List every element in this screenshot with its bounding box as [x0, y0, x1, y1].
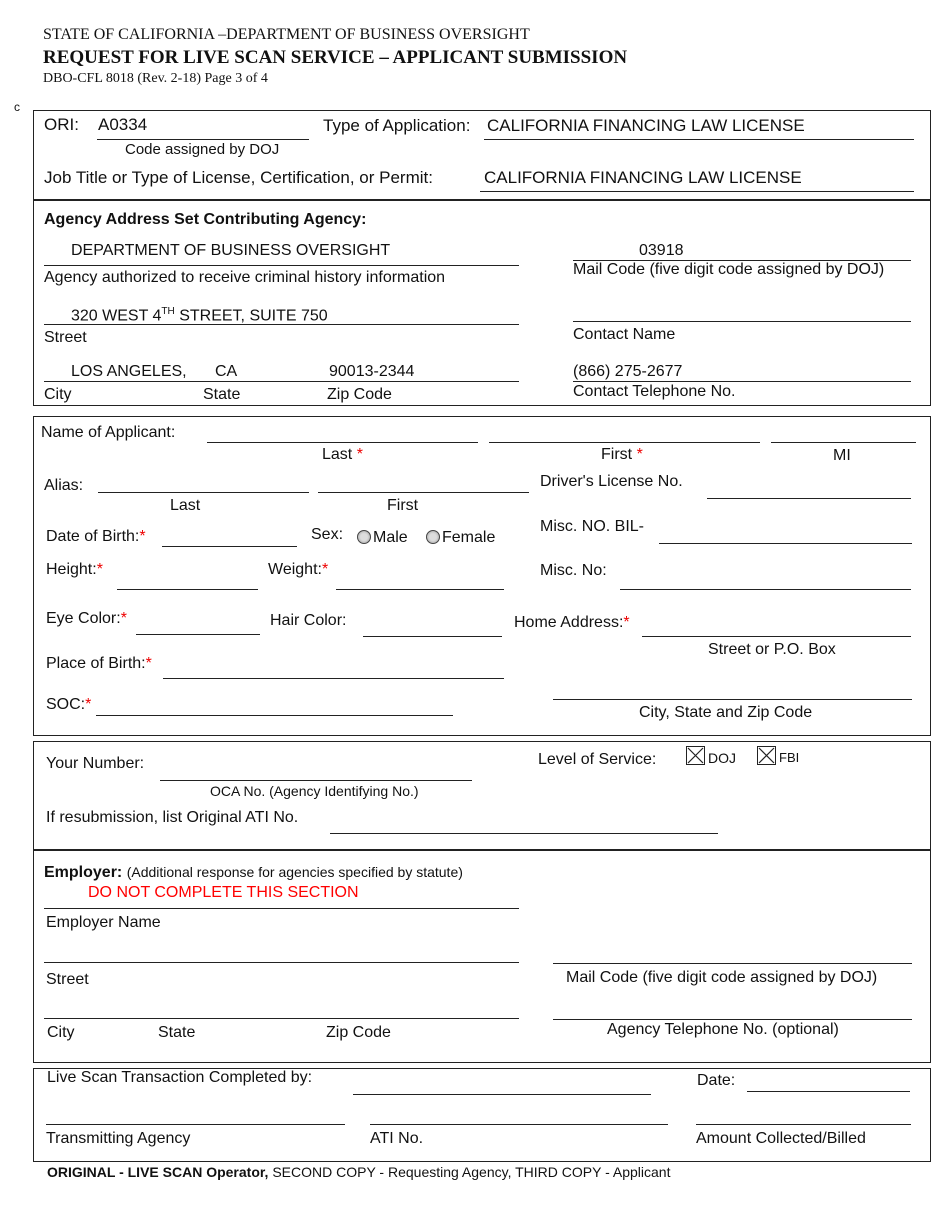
city-line — [44, 381, 519, 382]
mi-caption: MI — [833, 447, 851, 464]
amount-field[interactable] — [696, 1124, 911, 1125]
street-superscript: TH — [161, 306, 175, 317]
zip-caption: Zip Code — [327, 386, 392, 403]
your-number-label: Your Number: — [46, 755, 145, 772]
checked-x-icon — [758, 747, 775, 764]
phone-value[interactable]: (866) 275-2677 — [573, 363, 683, 380]
employer-street-field[interactable] — [44, 962, 519, 963]
employer-zip-caption: Zip Code — [326, 1024, 391, 1041]
employer-name-line — [44, 908, 519, 909]
contact-name-caption: Contact Name — [573, 326, 676, 343]
agency-heading: Agency Address Set Contributing Agency: — [44, 211, 367, 228]
copy-distribution-footer: ORIGINAL - LIVE SCAN Operator, SECOND COPY - Requesting Agency, THIRD COPY - Applicant — [47, 1164, 671, 1180]
alias-label: Alias: — [44, 477, 84, 494]
misc-bil-label: Misc. NO. BIL- — [540, 518, 645, 535]
ori-label: ORI: — [44, 115, 79, 134]
last-name-field[interactable] — [207, 442, 478, 443]
mi-field[interactable] — [771, 442, 916, 443]
soc-field[interactable] — [96, 715, 453, 716]
job-label: Job Title or Type of License, Certification, or Permit: — [44, 168, 433, 187]
home-street-field[interactable] — [642, 636, 911, 637]
resubmission-label: If resubmission, list Original ATI No. — [46, 809, 299, 826]
employer-name-caption: Employer Name — [46, 914, 161, 931]
job-value[interactable]: CALIFORNIA FINANCING LAW LICENSE — [484, 168, 802, 187]
stray-mark: c — [14, 100, 20, 114]
type-field-line — [484, 139, 914, 140]
employer-warning: DO NOT COMPLETE THIS SECTION — [88, 884, 359, 901]
first-caption: First * — [601, 446, 643, 463]
state-value[interactable]: CA — [215, 363, 238, 380]
ati-no-caption: ATI No. — [370, 1130, 424, 1147]
home-address-label: Home Address:* — [514, 614, 630, 631]
sex-label: Sex: — [311, 526, 344, 543]
home-street-caption: Street or P.O. Box — [708, 641, 836, 658]
employer-phone-field[interactable] — [553, 1019, 912, 1020]
mail-code-value[interactable]: 03918 — [639, 242, 684, 259]
eye-color-label: Eye Color:* — [46, 610, 127, 627]
form-title: REQUEST FOR LIVE SCAN SERVICE – APPLICANT SUBMISSION — [43, 47, 628, 68]
completed-by-field[interactable] — [353, 1094, 651, 1095]
misc-label: Misc. No: — [540, 562, 607, 579]
alias-first-caption: First — [387, 497, 419, 514]
fbi-label: FBI — [779, 750, 800, 765]
zip-value[interactable]: 90013-2344 — [329, 363, 415, 380]
date-field[interactable] — [747, 1091, 910, 1092]
type-value[interactable]: CALIFORNIA FINANCING LAW LICENSE — [487, 116, 805, 135]
first-name-field[interactable] — [489, 442, 760, 443]
doj-label: DOJ — [708, 750, 736, 766]
employer-mail-code-field[interactable] — [553, 963, 912, 964]
completed-by-label: Live Scan Transaction Completed by: — [47, 1069, 313, 1086]
form-id: DBO-CFL 8018 (Rev. 2-18) Page 3 of 4 — [43, 71, 268, 86]
dl-label: Driver's License No. — [540, 473, 683, 490]
weight-label: Weight:* — [268, 561, 329, 578]
ori-field-line — [97, 139, 309, 140]
alias-last-field[interactable] — [98, 492, 309, 493]
applicant-section — [33, 416, 931, 736]
weight-field[interactable] — [336, 589, 504, 590]
phone-caption: Contact Telephone No. — [573, 383, 736, 400]
your-number-field[interactable] — [160, 780, 472, 781]
phone-line — [573, 381, 911, 382]
doj-checkbox[interactable] — [686, 746, 705, 765]
dob-field[interactable] — [162, 546, 297, 547]
radio-icon — [426, 530, 440, 544]
ati-no-field[interactable] — [370, 1124, 668, 1125]
date-label: Date: — [697, 1072, 736, 1089]
sex-male-radio[interactable]: Male — [357, 529, 408, 547]
employer-phone-caption: Agency Telephone No. (optional) — [607, 1021, 839, 1038]
employer-city-caption: City — [47, 1024, 75, 1041]
transmitting-agency-field[interactable] — [46, 1124, 345, 1125]
mail-code-caption: Mail Code (five digit code assigned by DOJ) — [573, 261, 885, 278]
agency-header: STATE OF CALIFORNIA –DEPARTMENT OF BUSINESS OVERSIGHT — [43, 26, 530, 43]
city-caption: City — [44, 386, 72, 403]
job-field-line — [480, 191, 914, 192]
street-text: 320 WEST 4 — [71, 307, 162, 325]
height-label: Height:* — [46, 561, 103, 578]
employer-city-field[interactable] — [44, 1018, 519, 1019]
misc-bil-field[interactable] — [659, 543, 912, 544]
pob-label: Place of Birth:* — [46, 655, 152, 672]
employer-state-caption: State — [158, 1024, 196, 1041]
oca-caption: OCA No. (Agency Identifying No.) — [210, 783, 419, 799]
alias-last-caption: Last — [170, 497, 201, 514]
employer-mail-code-caption: Mail Code (five digit code assigned by DOJ) — [566, 969, 878, 986]
soc-label: SOC:* — [46, 696, 92, 713]
contact-name-line[interactable] — [573, 321, 911, 322]
alias-first-field[interactable] — [318, 492, 529, 493]
street-caption: Street — [44, 329, 87, 346]
agency-name-value[interactable]: DEPARTMENT OF BUSINESS OVERSIGHT — [71, 242, 391, 259]
type-label: Type of Application: — [323, 116, 471, 135]
dl-field[interactable] — [707, 498, 911, 499]
home-csz-field[interactable] — [553, 699, 912, 700]
applicant-name-label: Name of Applicant: — [41, 424, 176, 441]
state-caption: State — [203, 386, 241, 403]
dob-label: Date of Birth:* — [46, 528, 146, 545]
home-csz-caption: City, State and Zip Code — [639, 704, 813, 721]
employer-street-caption: Street — [46, 971, 89, 988]
street-text-rest: STREET, SUITE 750 — [174, 307, 328, 325]
amount-caption: Amount Collected/Billed — [696, 1130, 866, 1147]
pob-field[interactable] — [163, 678, 504, 679]
misc-field[interactable] — [620, 589, 911, 590]
checked-x-icon — [687, 747, 704, 764]
agency-name-line — [44, 265, 519, 266]
ati-field[interactable] — [330, 833, 718, 834]
ori-value[interactable]: A0334 — [98, 115, 148, 134]
sex-female-radio[interactable]: Female — [426, 529, 495, 547]
fbi-checkbox[interactable] — [757, 746, 776, 765]
last-caption: Last * — [322, 446, 363, 463]
eye-color-field[interactable] — [136, 634, 260, 635]
hair-color-field[interactable] — [363, 636, 502, 637]
radio-icon — [357, 530, 371, 544]
height-field[interactable] — [117, 589, 258, 590]
street-line — [44, 324, 519, 325]
employer-heading: Employer: (Additional response for agencies specified by statute) — [44, 864, 463, 881]
street-value[interactable] — [71, 303, 328, 325]
agency-name-caption: Agency authorized to receive criminal history information — [44, 269, 446, 286]
city-value[interactable]: LOS ANGELES, — [71, 363, 187, 380]
transmitting-agency-caption: Transmitting Agency — [46, 1130, 191, 1147]
hair-color-label: Hair Color: — [270, 612, 347, 629]
level-of-service-label: Level of Service: — [538, 751, 657, 768]
ori-caption: Code assigned by DOJ — [125, 141, 280, 158]
